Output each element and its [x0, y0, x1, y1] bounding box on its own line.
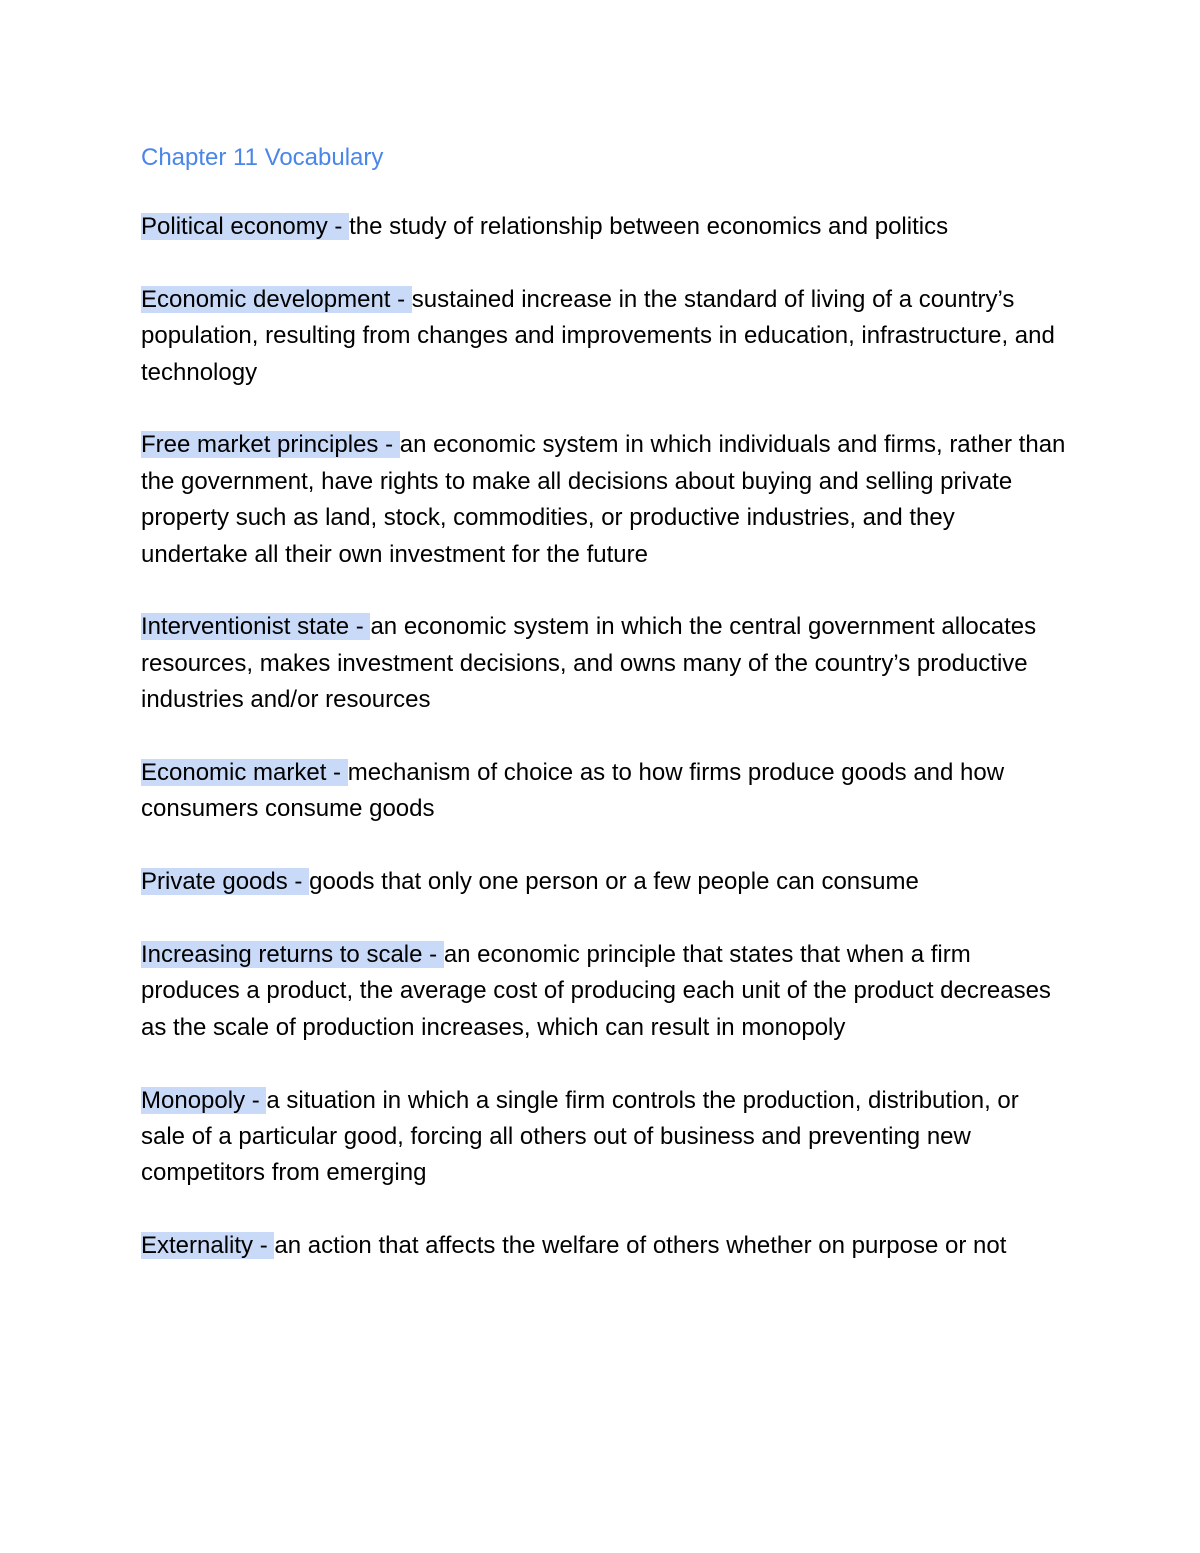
vocab-term: Economic development - — [141, 285, 412, 313]
vocab-entry-economic-development — [141, 282, 1066, 391]
vocab-term: Increasing returns to scale - — [141, 941, 444, 969]
vocab-term: Externality - — [141, 1232, 275, 1260]
vocab-term: Free market principles - — [141, 431, 400, 459]
vocab-definition: an economic principle that states that when a firm produces a product, the average cost of producing each unit of the product decreases as the scale of production increases, which can result in monopoly — [141, 941, 1051, 1041]
vocab-definition: an economic system in which the central government allocates resources, makes investment decisions, and owns many of the country’s productive industries and/or resources — [141, 613, 1037, 714]
vocab-term: Economic market - — [141, 759, 348, 787]
vocab-definition: an economic system in which individuals and firms, rather than the government, have rights to make all decisions about buying and selling private property such as land, stock, commodities, or productive industries, and they undertake all their own investment for the future — [141, 431, 1066, 568]
vocab-definition: an action that affects the welfare of others whether on purpose or not — [274, 1232, 1007, 1260]
vocab-entry-private-goods — [141, 864, 1066, 900]
vocab-definition: sustained increase in the standard of living of a country’s population, resulting from changes and improvements in education, infrastructure, and technology — [141, 285, 1055, 386]
vocab-entry-interventionist-state — [141, 609, 1066, 718]
vocab-term: Monopoly - — [141, 1086, 267, 1114]
document-title: Chapter 11 Vocabulary — [141, 144, 384, 171]
vocab-entry-political-economy — [141, 209, 1066, 245]
vocab-definition: mechanism of choice as to how firms produce goods and how consumers consume goods — [141, 759, 1005, 823]
vocab-definition: a situation in which a single firm controls the production, distribution, or sale of a particular good, forcing all others out of business and preventing new competitors from emerging — [141, 1086, 1019, 1187]
vocab-entry-monopoly — [141, 1083, 1066, 1192]
document-page — [141, 136, 1066, 1301]
vocab-term: Private goods - — [141, 868, 310, 896]
vocab-entry-increasing-returns-to-scale — [141, 937, 1066, 1046]
vocab-entry-free-market-principles — [141, 427, 1066, 573]
vocab-entry-economic-market — [141, 755, 1066, 828]
vocab-definition: goods that only one person or a few people can consume — [309, 868, 919, 896]
vocab-entry-externality — [141, 1228, 1066, 1264]
vocab-term: Interventionist state - — [141, 613, 371, 641]
vocab-term: Political economy - — [141, 213, 350, 240]
vocab-definition: the study of relationship between economics and politics — [349, 213, 949, 240]
